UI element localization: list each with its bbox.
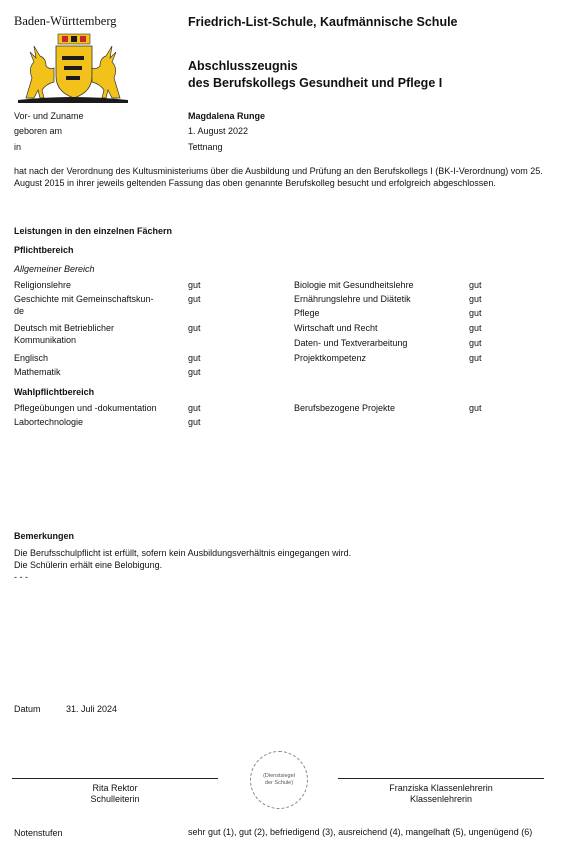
allgemein-heading: Allgemeiner Bereich bbox=[14, 264, 95, 274]
grade-scale-label: Notenstufen bbox=[14, 828, 63, 838]
birthplace-label: in bbox=[14, 142, 22, 152]
subject-grade: gut bbox=[469, 403, 482, 413]
subject-name: Religionslehre bbox=[14, 280, 72, 290]
subject-name: Pflegeübungen und -dokumentation bbox=[14, 403, 157, 413]
right-signature-line bbox=[338, 778, 544, 779]
birthdate: 1. August 2022 bbox=[188, 126, 249, 136]
remark-3: - - - bbox=[14, 572, 28, 582]
subject-grade: gut bbox=[469, 308, 482, 318]
document-title: Abschlusszeugnis bbox=[188, 59, 298, 73]
subject-grade: gut bbox=[469, 338, 482, 348]
seal-text-1: (Dienstsiegel bbox=[263, 773, 295, 779]
subject-name: Projektkompetenz bbox=[294, 353, 367, 363]
subject-name: Ernährungslehre und Diätetik bbox=[294, 294, 411, 304]
subject-name: Geschichte mit Gemeinschaftskun- de bbox=[14, 294, 154, 316]
subject-grade: gut bbox=[469, 280, 482, 290]
intro-paragraph: hat nach der Verordnung des Kultusministeriums über die Ausbildung und Prüfung an den Berufskollegs I (BK-I-Verordnung) vom 25. August 2015 in ihrer jeweils geltenden Fassung das oben genannte Berufskolleg besucht und erfolgreich abgeschlossen. bbox=[14, 166, 543, 188]
name-label: Vor- und Zuname bbox=[14, 111, 84, 121]
teacher-name: Franziska Klassenlehrerin bbox=[389, 783, 493, 793]
subject-name: Berufsbezogene Projekte bbox=[294, 403, 396, 413]
subject-grade: gut bbox=[188, 403, 201, 413]
document-subtitle: des Berufskollegs Gesundheit und Pflege I bbox=[188, 76, 443, 90]
subject-grade: gut bbox=[188, 294, 201, 304]
subject-grade: gut bbox=[188, 417, 201, 427]
subject-name: Biologie mit Gesundheitslehre bbox=[294, 280, 414, 290]
subject-grade: gut bbox=[469, 323, 482, 333]
pflicht-heading: Pflichtbereich bbox=[14, 245, 74, 255]
subject-name: Englisch bbox=[14, 353, 49, 363]
subject-grade: gut bbox=[469, 353, 482, 363]
remark-2: Die Schülerin erhält eine Belobigung. bbox=[14, 560, 163, 570]
date-label: Datum bbox=[14, 704, 41, 714]
school-name: Friedrich-List-Schule, Kaufmännische Schule bbox=[188, 15, 458, 29]
subject-grade: gut bbox=[188, 323, 201, 333]
grade-scale: sehr gut (1), gut (2), befriedigend (3), ausreichend (4), mangelhaft (5), ungenügend (6) bbox=[188, 827, 533, 837]
subject-name: Wirtschaft und Recht bbox=[294, 323, 378, 333]
grades-heading: Leistungen in den einzelnen Fächern bbox=[14, 226, 173, 236]
remarks-heading: Bemerkungen bbox=[14, 531, 75, 541]
student-name: Magdalena Runge bbox=[188, 111, 266, 121]
birthplace: Tettnang bbox=[188, 142, 223, 152]
coat-of-arms-icon bbox=[12, 32, 134, 104]
subject-grade: gut bbox=[469, 294, 482, 304]
subject-name: Pflege bbox=[294, 308, 320, 318]
birthdate-label: geboren am bbox=[14, 126, 63, 136]
subject-name: Mathematik bbox=[14, 367, 61, 377]
principal-role: Schulleiterin bbox=[90, 794, 140, 804]
subject-grade: gut bbox=[188, 353, 201, 363]
seal-placeholder bbox=[250, 751, 308, 809]
date-value: 31. Juli 2024 bbox=[66, 704, 118, 714]
teacher-role: Klassenlehrerin bbox=[409, 794, 473, 804]
subject-name: Deutsch mit Betrieblicher Kommunikation bbox=[14, 323, 115, 345]
principal-name: Rita Rektor bbox=[92, 783, 138, 793]
subject-name: Labortechnologie bbox=[14, 417, 84, 427]
state-name: Baden-Württemberg bbox=[14, 14, 117, 28]
subject-name: Daten- und Textverarbeitung bbox=[294, 338, 408, 348]
subject-grade: gut bbox=[188, 367, 201, 377]
seal-text-2: der Schule) bbox=[264, 780, 294, 786]
subject-grade: gut bbox=[188, 280, 201, 290]
remark-1: Die Berufsschulpflicht ist erfüllt, sofern kein Ausbildungsverhältnis eingegangen wird. bbox=[14, 548, 352, 558]
left-signature-line bbox=[12, 778, 218, 779]
wahl-heading: Wahlpflichtbereich bbox=[14, 387, 95, 397]
